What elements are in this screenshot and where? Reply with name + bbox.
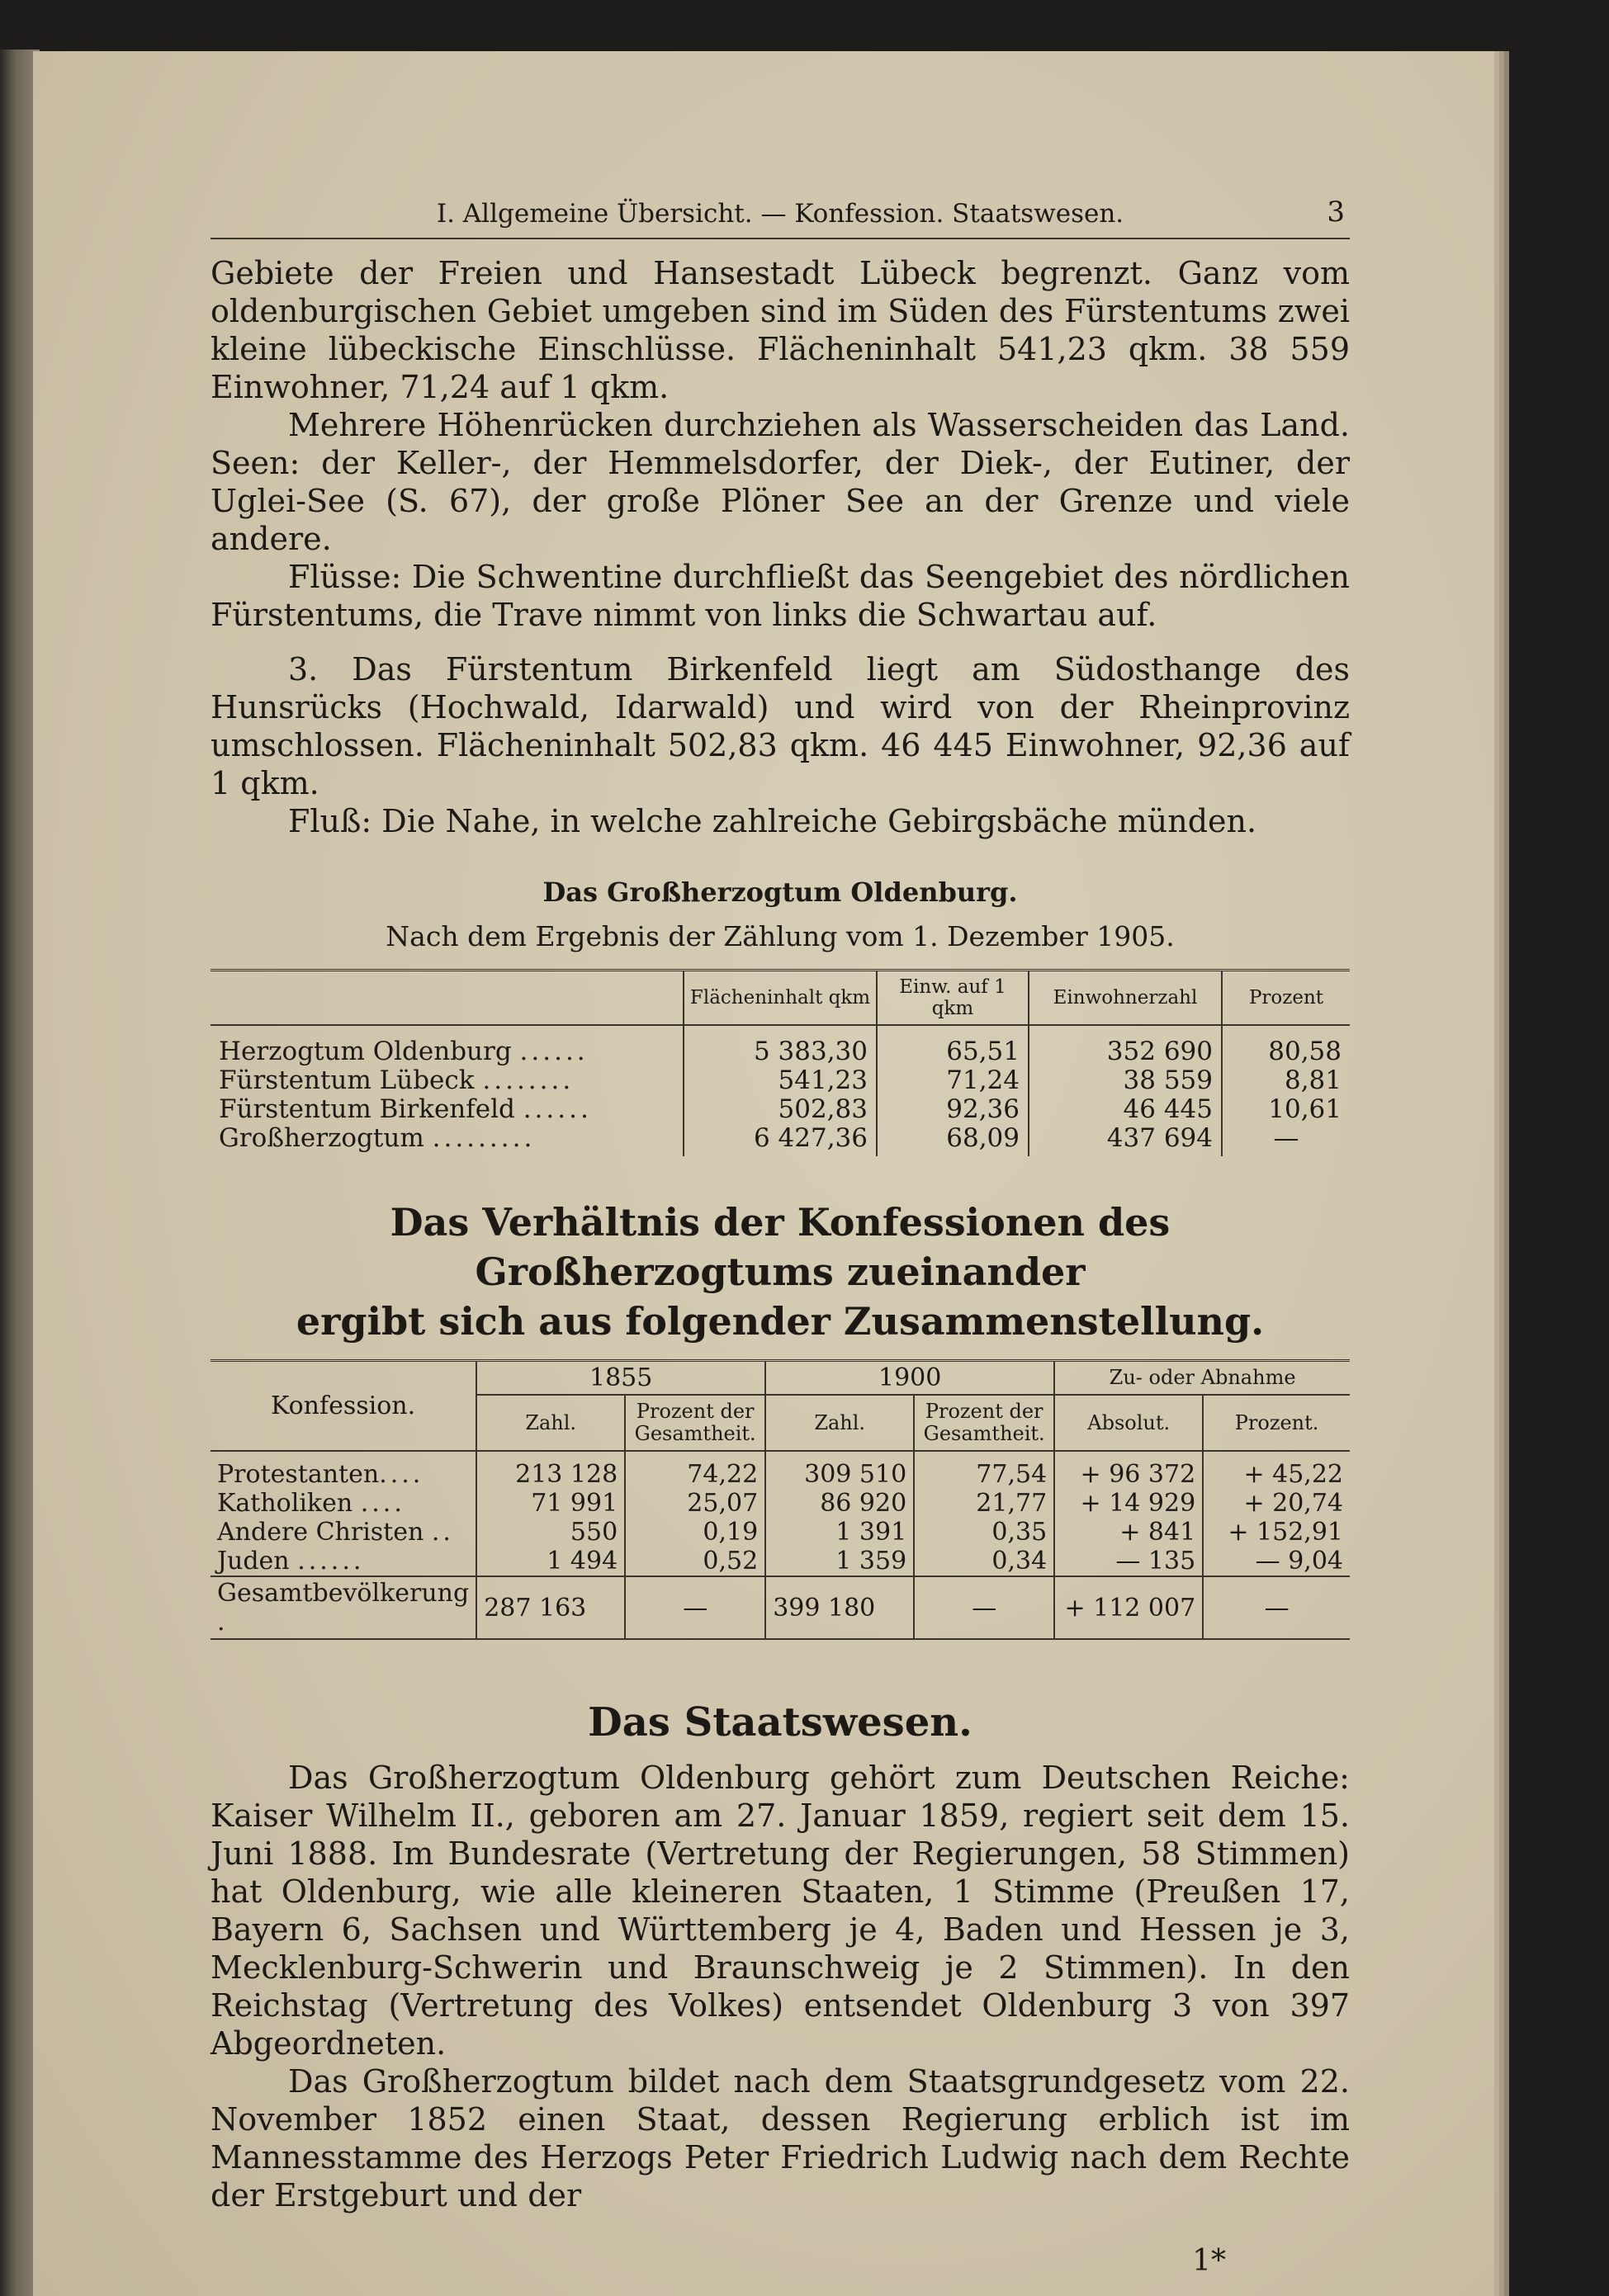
- table-cell: — 9,04: [1203, 1547, 1350, 1576]
- table2-subheader-count-1855: Zahl.: [476, 1395, 625, 1451]
- table2-header-change: Zu- oder Abnahme: [1054, 1361, 1350, 1396]
- table-cell: 309 510: [765, 1451, 914, 1489]
- table2-header-1900: 1900: [765, 1361, 1054, 1396]
- table-cell: 6 427,36: [684, 1124, 877, 1156]
- table-cell: 1 494: [476, 1547, 625, 1576]
- table-cell: + 152,91: [1203, 1518, 1350, 1547]
- table2-header-confession: Konfession.: [211, 1361, 476, 1452]
- table-cell-confession: Juden ......: [217, 1547, 365, 1576]
- running-head-title: I. Allgemeine Übersicht. — Konfession. Staatswesen.: [436, 199, 1124, 229]
- table-cell: 352 690: [1029, 1025, 1222, 1066]
- table-cell: 399 180: [765, 1576, 914, 1639]
- table-cell: 1 391: [765, 1518, 914, 1547]
- table-row-total: [211, 1576, 1350, 1639]
- state-heading: Das Staatswesen.: [588, 1699, 972, 1746]
- table-cell: + 112 007: [1054, 1576, 1203, 1639]
- table-row: [211, 1025, 1350, 1066]
- table-cell: 437 694: [1029, 1124, 1222, 1156]
- book-page: [33, 51, 1494, 2296]
- table-cell: 46 445: [1029, 1095, 1222, 1124]
- table2-subheader-count-1900: Zahl.: [765, 1395, 914, 1451]
- table-cell: 71,24: [877, 1066, 1029, 1095]
- table-cell: 86 920: [765, 1489, 914, 1518]
- table-row: [211, 1124, 1350, 1156]
- table-row: [211, 1547, 1350, 1576]
- paragraph-rivers: Flüsse: Die Schwentine durchfließt das Seengebiet des nördlichen Fürstentums, die Trave nimmt von links die Schwartau auf.: [211, 559, 1350, 633]
- table-cell: 25,07: [625, 1489, 765, 1518]
- table2-header-1855: 1855: [476, 1361, 765, 1396]
- table1-caption: Das Großherzogtum Oldenburg.: [542, 876, 1018, 908]
- table1-header-population: Einwohnerzahl: [1029, 971, 1222, 1026]
- paragraph-hills-lakes: Mehrere Höhenrücken durchziehen als Wasserscheiden das Land. Seen: der Keller-, der Hemmelsdorfer, der Diek-, der Eutiner, der Uglei-See (S. 67), der große Plöner See an der Grenze und viele andere.: [211, 407, 1350, 557]
- table-cell: + 14 929: [1054, 1489, 1203, 1518]
- table-cell: 0,35: [914, 1518, 1054, 1547]
- confession-heading-line1: Das Verhältnis der Konfessionen des Großherzogtums zueinander: [390, 1200, 1171, 1294]
- confession-heading-line2: ergibt sich aus folgender Zusammenstellung.: [296, 1299, 1265, 1344]
- table-cell-confession: Gesamtbevölkerung .: [211, 1576, 476, 1639]
- table-cell: —: [1203, 1576, 1350, 1639]
- table-row: [211, 1095, 1350, 1124]
- population-table: [211, 969, 1350, 1156]
- table-cell-region: Fürstentum Lübeck ........: [219, 1065, 575, 1095]
- table-cell: 8,81: [1222, 1066, 1350, 1095]
- table-cell: 0,34: [914, 1547, 1054, 1576]
- table-cell: 550: [476, 1518, 625, 1547]
- signature-mark: 1*: [1192, 2244, 1226, 2278]
- table-cell: 0,19: [625, 1518, 765, 1547]
- table-cell: 541,23: [684, 1066, 877, 1095]
- paragraph-reich: Das Großherzogtum Oldenburg gehört zum Deutschen Reiche: Kaiser Wilhelm II., geboren am 27. Januar 1859, regiert seit dem 15. Juni 1888. Im Bundesrate (Vertretung der Regierungen, 58 Stimmen) hat Oldenburg, wie alle kleineren Staaten, 1 Stimme (Preußen 17, Bayern 6, Sachsen und Württemberg je 4, Baden und Hessen je 3, Mecklenburg-Schwerin und Braunschweig je 2 Stimmen). In den Reichstag (Vertretung des Volkes) entsendet Oldenburg 3 von 397 Abgeordneten.: [211, 1760, 1350, 2062]
- paragraph-birkenfeld: 3. Das Fürstentum Birkenfeld liegt am Südosthange des Hunsrücks (Hochwald, Idarwald) und wird von der Rheinprovinz umschlossen. Flächeninhalt 502,83 qkm. 46 445 Einwohner, 92,36 auf 1 qkm.: [211, 651, 1350, 801]
- table-cell-confession: Andere Christen ..: [217, 1518, 454, 1547]
- table-cell-region: Herzogtum Oldenburg ......: [219, 1037, 589, 1066]
- table-cell: 1 359: [765, 1547, 914, 1576]
- table-cell: 21,77: [914, 1489, 1054, 1518]
- table-cell-confession: Katholiken ....: [217, 1489, 405, 1518]
- state-section: [211, 1759, 1350, 2214]
- paragraph-nahe: Fluß: Die Nahe, in welche zahlreiche Gebirgsbäche münden.: [288, 803, 1257, 839]
- table-cell: + 841: [1054, 1518, 1203, 1547]
- table-cell: 0,52: [625, 1547, 765, 1576]
- table2-subheader-percent-1900: Prozent der Gesamtheit.: [914, 1395, 1054, 1451]
- table-cell: 502,83: [684, 1095, 877, 1124]
- table-row: [211, 1489, 1350, 1518]
- table1-subcaption: Nach dem Ergebnis der Zählung vom 1. Dezember 1905.: [386, 920, 1175, 952]
- table-cell: —: [914, 1576, 1054, 1639]
- confession-table: [211, 1359, 1350, 1640]
- table-cell: + 20,74: [1203, 1489, 1350, 1518]
- table1-header-area: Flächeninhalt qkm: [684, 971, 877, 1026]
- table-cell: + 96 372: [1054, 1451, 1203, 1489]
- table-cell: 38 559: [1029, 1066, 1222, 1095]
- table-cell-region: Fürstentum Birkenfeld ......: [219, 1094, 592, 1124]
- paragraph-constitution: Das Großherzogtum bildet nach dem Staatsgrundgesetz vom 22. November 1852 einen Staat, dessen Regierung erblich ist im Mannesstamme des Herzogs Peter Friedrich Ludwig nach dem Rechte der Erstgeburt und der: [211, 2063, 1350, 2213]
- table-cell-confession: Protestanten....: [217, 1460, 424, 1489]
- intro-section: [211, 254, 1350, 840]
- table-cell: 92,36: [877, 1095, 1029, 1124]
- table-cell: 10,61: [1222, 1095, 1350, 1124]
- confession-heading: [211, 1198, 1350, 1346]
- table2-subheader-percent-change: Prozent.: [1203, 1395, 1350, 1451]
- table-cell-region: Großherzogtum .........: [219, 1123, 536, 1153]
- table-cell: 80,58: [1222, 1025, 1350, 1066]
- table1-header-percent: Prozent: [1222, 971, 1350, 1026]
- table-row: [211, 1518, 1350, 1547]
- table-cell: —: [625, 1576, 765, 1639]
- table-cell: 71 991: [476, 1489, 625, 1518]
- table-row: [211, 1451, 1350, 1489]
- table-cell: + 45,22: [1203, 1451, 1350, 1489]
- table1-header-density: Einw. auf 1 qkm: [877, 971, 1029, 1026]
- table-cell: 213 128: [476, 1451, 625, 1489]
- table-cell: 5 383,30: [684, 1025, 877, 1066]
- table-cell: — 135: [1054, 1547, 1203, 1576]
- table1-header-region: [211, 971, 684, 1026]
- paragraph-luebeck-area: Gebiete der Freien und Hansestadt Lübeck begrenzt. Ganz vom oldenburgischen Gebiet umgeben sind im Süden des Fürstentums zwei kleine lübeckische Einschlüsse. Flächeninhalt 541,23 qkm. 38 559 Einwohner, 71,24 auf 1 qkm.: [211, 255, 1350, 405]
- table-row: [211, 1066, 1350, 1095]
- table-cell: 74,22: [625, 1451, 765, 1489]
- table-cell: 77,54: [914, 1451, 1054, 1489]
- table2-subheader-absolute: Absolut.: [1054, 1395, 1203, 1451]
- table-cell: 68,09: [877, 1124, 1029, 1156]
- page-number: 3: [1327, 196, 1345, 229]
- running-head: [211, 190, 1350, 239]
- table2-subheader-percent-1855: Prozent der Gesamtheit.: [625, 1395, 765, 1451]
- page-content: [211, 190, 1350, 2280]
- table-cell: —: [1222, 1124, 1350, 1156]
- table-cell: 287 163: [476, 1576, 625, 1639]
- table-cell: 65,51: [877, 1025, 1029, 1066]
